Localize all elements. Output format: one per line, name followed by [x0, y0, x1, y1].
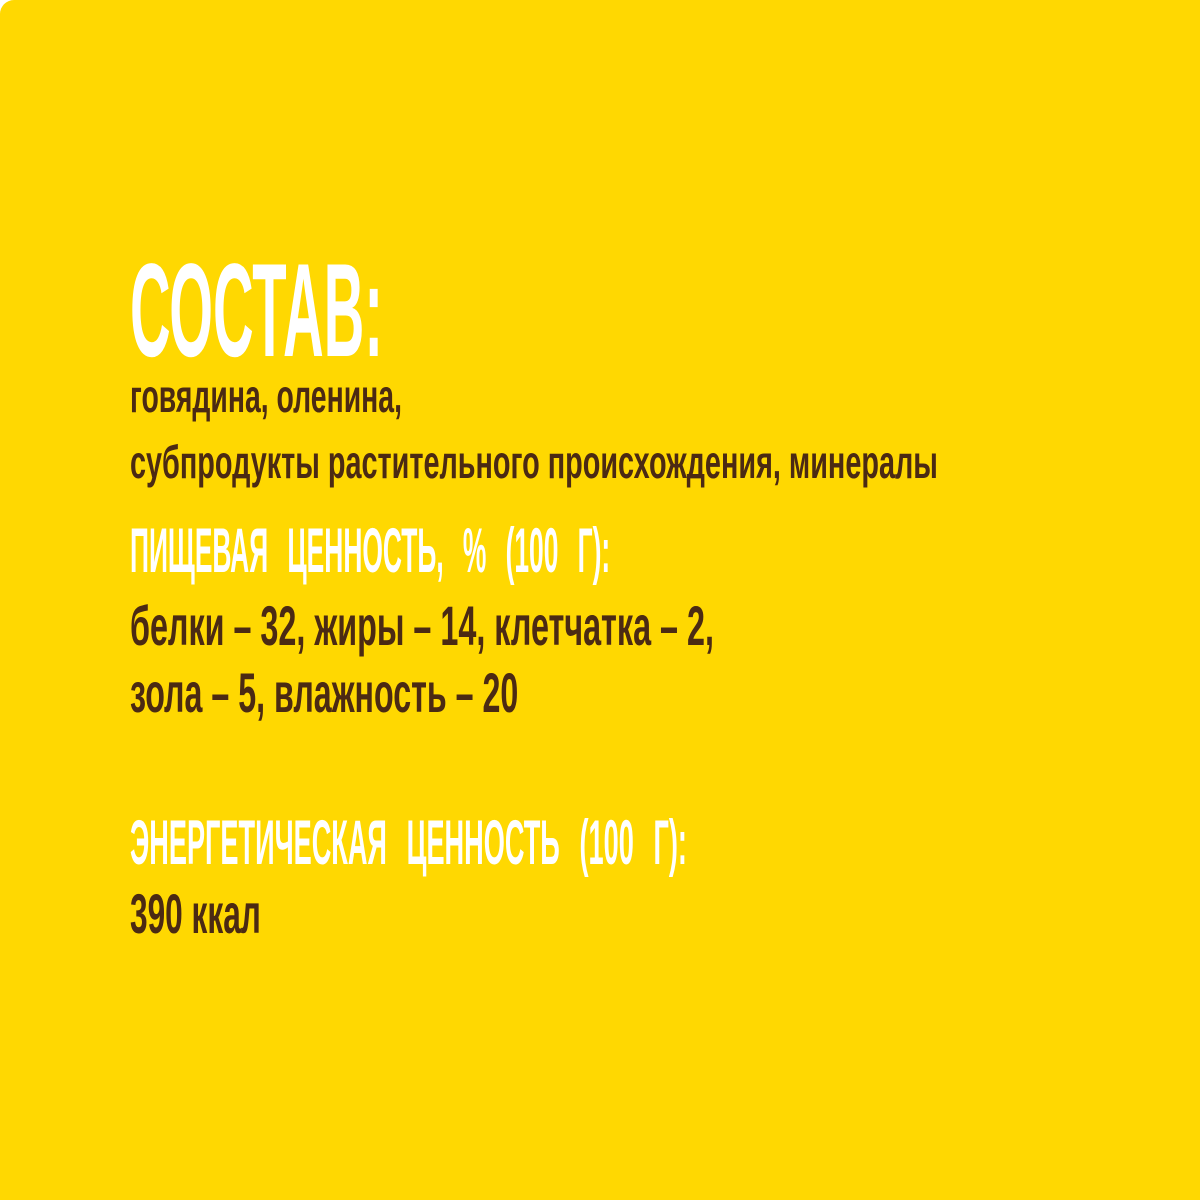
ingredients-line-1: говядина, оленина, — [130, 370, 402, 422]
nutrition-values-line-1: белки – 32, жиры – 14, клетчатка – 2, — [130, 594, 714, 657]
nutrition-values-line-2: зола – 5, влажность – 20 — [130, 661, 519, 724]
composition-title: СОСТАВ: — [130, 237, 384, 385]
energy-heading: ЭНЕРГЕТИЧЕСКАЯ ЦЕННОСТЬ (100 Г): — [130, 808, 687, 878]
ingredients-line-2: субпродукты растительного происхождения, минералы — [130, 436, 938, 488]
nutrition-heading: ПИЩЕВАЯ ЦЕННОСТЬ, % (100 Г): — [130, 516, 611, 586]
energy-value: 390 ккал — [130, 882, 261, 945]
